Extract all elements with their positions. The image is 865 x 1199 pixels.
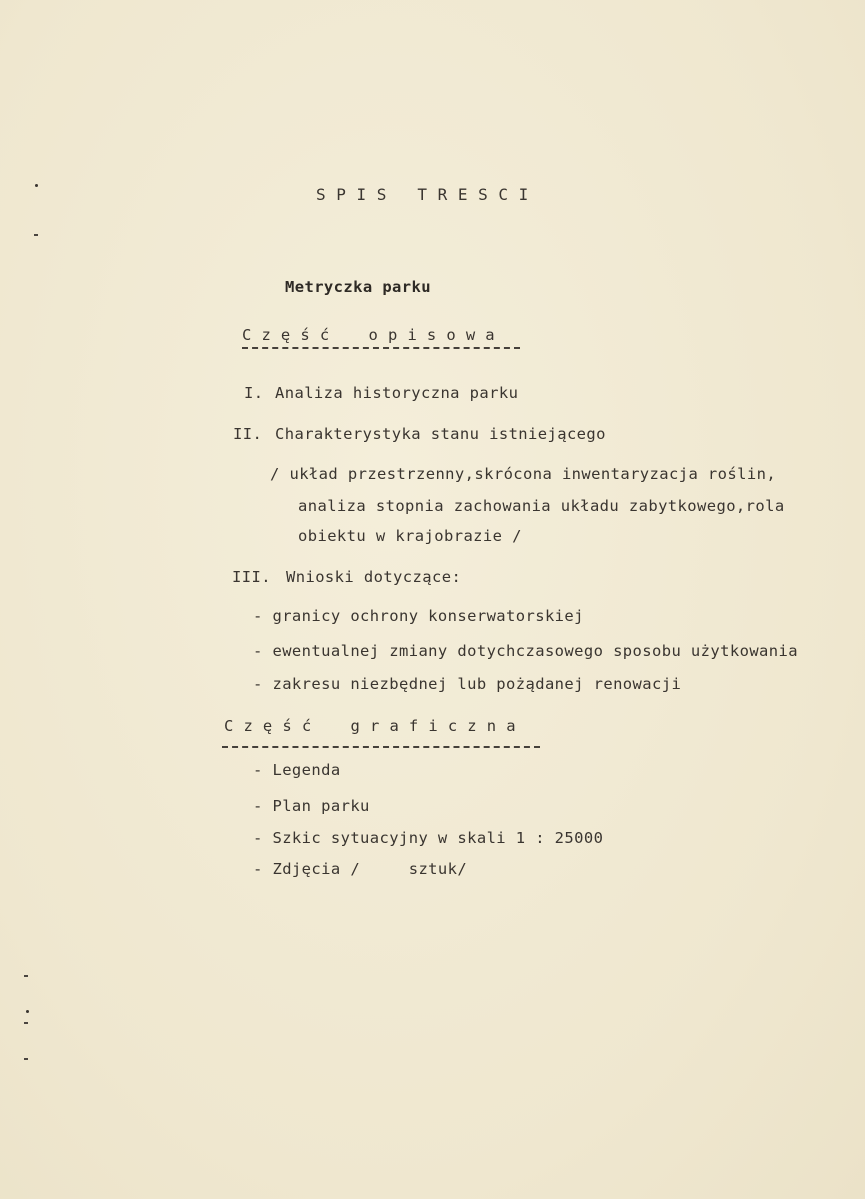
page-title: S P I S T R E S C I <box>316 185 529 204</box>
note-line: analiza stopnia zachowania układu zabytkowego,rola <box>298 497 785 515</box>
part1-heading: C z ę ś ć o p i s o w a <box>242 326 496 344</box>
graphic-item: - Plan parku <box>253 797 370 815</box>
item-numeral: III. <box>232 568 271 586</box>
note-line: / układ przestrzenny,skrócona inwentaryzacja roślin, <box>270 465 777 483</box>
graphic-item: - Legenda <box>253 761 341 779</box>
item-text: Wnioski dotyczące: <box>286 568 462 586</box>
margin-dot <box>26 1010 29 1013</box>
margin-dot <box>35 184 38 187</box>
margin-mark <box>24 1058 28 1060</box>
item-text: Analiza historyczna parku <box>275 384 519 402</box>
margin-mark <box>24 975 28 977</box>
sub-item: - ewentualnej zmiany dotychczasowego sposobu użytkowania <box>253 642 798 660</box>
margin-mark <box>24 1022 28 1024</box>
graphic-item: - Szkic sytuacyjny w skali 1 : 25000 <box>253 829 604 847</box>
note-line: obiektu w krajobrazie / <box>298 527 522 545</box>
part2-heading: C z ę ś ć g r a f i c z n a <box>224 717 516 735</box>
item-numeral: II. <box>233 425 263 443</box>
sub-item: - granicy ochrony konserwatorskiej <box>253 607 584 625</box>
item-numeral: I. <box>244 384 264 402</box>
item-text: Charakterystyka stanu istniejącego <box>275 425 606 443</box>
metryczka-heading: Metryczka parku <box>285 278 431 296</box>
part1-underline <box>242 347 520 349</box>
part2-underline <box>222 746 540 748</box>
margin-mark <box>34 234 38 236</box>
graphic-item: - Zdjęcia / sztuk/ <box>253 860 468 878</box>
sub-item: - zakresu niezbędnej lub pożądanej renowacji <box>253 675 682 693</box>
